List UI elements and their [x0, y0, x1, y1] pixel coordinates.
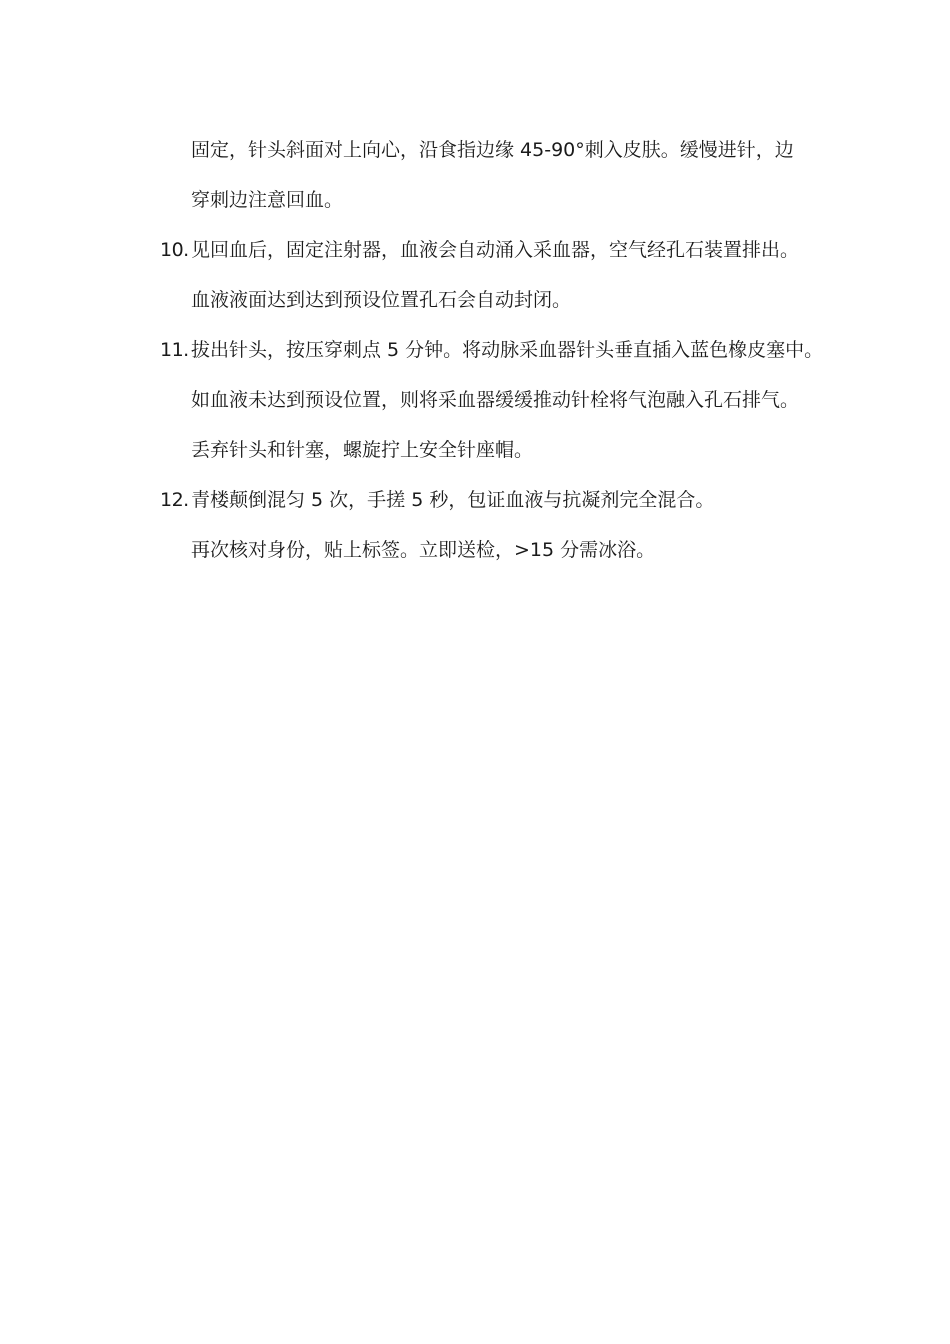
procedure-steps: [160, 125, 860, 575]
step-text: 拔出针头，按压穿刺点 5 分钟。将动脉采血器针头垂直插入蓝色橡皮塞中。: [191, 339, 824, 361]
continued-step-line-2: 穿刺边注意回血。: [191, 189, 344, 211]
continued-step-line-1: 固定，针头斜面对上向心，沿食指边缘 45-90°刺入皮肤。缓慢进针，边: [191, 139, 794, 161]
step-number: 11.: [160, 339, 189, 361]
step-11-line-1: [160, 325, 860, 375]
step-text: 青楼颠倒混匀 5 次，手搓 5 秒，包证血液与抗凝剂完全混合。: [191, 489, 715, 511]
step-12-line-2: 再次核对身份，贴上标签。立即送检，>15 分需冰浴。: [191, 539, 656, 561]
step-10-line-1: [160, 225, 860, 275]
step-11-line-3: 丢弃针头和针塞，螺旋拧上安全针座帽。: [191, 439, 534, 461]
step-text: 见回血后，固定注射器，血液会自动涌入采血器，空气经孔石装置排出。: [191, 239, 800, 261]
step-12-line-1: [160, 475, 860, 525]
step-11-line-2: 如血液未达到预设位置，则将采血器缓缓推动针栓将气泡融入孔石排气。: [191, 389, 800, 411]
step-number: 12.: [160, 489, 189, 511]
step-10-line-2: 血液液面达到达到预设位置孔石会自动封闭。: [191, 289, 572, 311]
step-number: 10.: [160, 239, 189, 261]
